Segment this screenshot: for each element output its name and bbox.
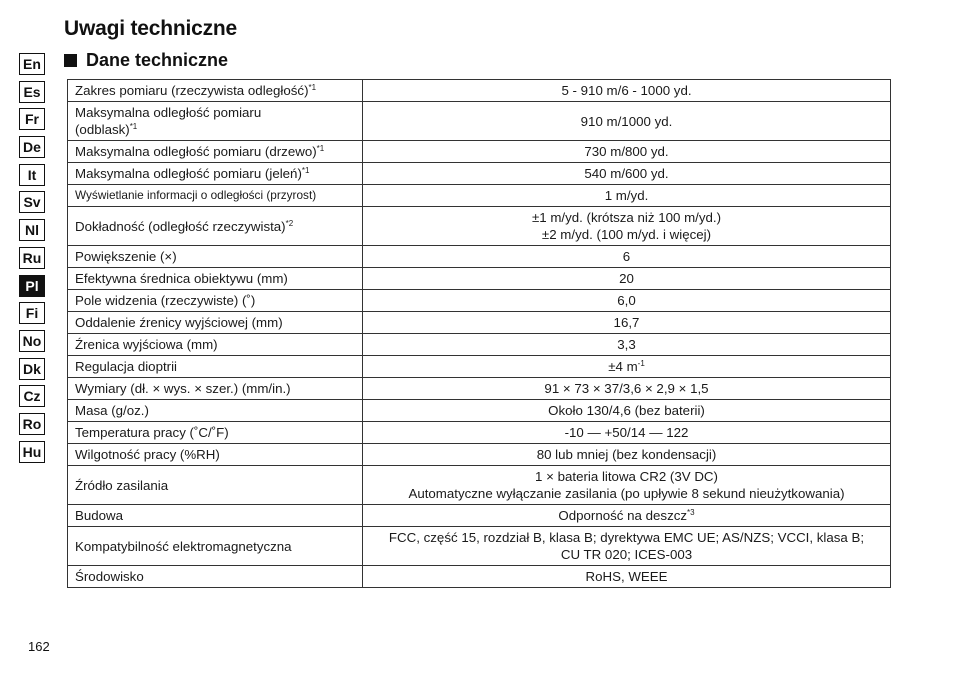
spec-value xyxy=(363,356,891,378)
language-tab-ru[interactable]: Ru xyxy=(19,247,45,269)
spec-label-line: Maksymalna odległość pomiaru (drzewo)$^{*1}$ xyxy=(75,144,325,159)
spec-value xyxy=(363,246,891,268)
spec-value-line: -10 — +50/14 — 122 xyxy=(564,425,689,440)
spec-label xyxy=(68,527,363,566)
spec-value-line: Odporność na deszcz$^{*3}$ xyxy=(558,508,695,523)
spec-row xyxy=(68,312,891,334)
spec-label xyxy=(68,400,363,422)
spec-label xyxy=(68,312,363,334)
spec-value xyxy=(363,527,891,566)
spec-value-line: 16,7 xyxy=(613,315,640,330)
spec-value-line: 1 × bateria litowa CR2 (3V DC) xyxy=(535,469,718,484)
spec-label xyxy=(68,334,363,356)
spec-row xyxy=(68,334,891,356)
spec-label xyxy=(68,566,363,588)
spec-value xyxy=(363,422,891,444)
spec-label-line: Wymiary (dł. × wys. × szer.) (mm/in.) xyxy=(75,381,291,396)
spec-value xyxy=(363,566,891,588)
spec-value-line: 910 m/1000 yd. xyxy=(580,113,673,129)
spec-value-line: 1 m/yd. xyxy=(604,188,649,203)
language-tab-sv[interactable]: Sv xyxy=(19,191,45,213)
spec-value xyxy=(363,505,891,527)
spec-value xyxy=(363,334,891,356)
spec-value xyxy=(363,80,891,102)
spec-value xyxy=(363,163,891,185)
spec-value-line: Automatyczne wyłączanie zasilania (po upływie 8 sekund nieużytkowania) xyxy=(408,486,845,501)
spec-label xyxy=(68,422,363,444)
spec-label-line: Regulacja dioptrii xyxy=(75,359,177,374)
spec-label xyxy=(68,466,363,505)
language-tab-pl[interactable]: Pl xyxy=(19,275,45,297)
spec-row xyxy=(68,207,891,246)
language-tab-fi[interactable]: Fi xyxy=(19,302,45,324)
page-number: 162 xyxy=(28,639,50,654)
spec-value-line: 80 lub mniej (bez kondensacji) xyxy=(536,447,717,462)
spec-row xyxy=(68,268,891,290)
footnote-marker: *1 xyxy=(301,166,310,175)
spec-label xyxy=(68,246,363,268)
spec-label-line: Zakres pomiaru (rzeczywista odległość)$^{*1}$ xyxy=(75,83,317,98)
footnote-marker: *3 xyxy=(687,508,695,517)
spec-value xyxy=(363,400,891,422)
section-heading xyxy=(64,50,228,71)
spec-value-line: ±2 m/yd. (100 m/yd. i więcej) xyxy=(541,227,712,242)
spec-value-line: 6 xyxy=(622,249,631,264)
spec-value xyxy=(363,185,891,207)
page-title: Uwagi techniczne xyxy=(64,17,238,40)
spec-label-line: Budowa xyxy=(75,508,124,523)
language-tab-cz[interactable]: Cz xyxy=(19,385,45,407)
spec-label-line: Powiększenie (×) xyxy=(75,249,177,264)
spec-value xyxy=(363,378,891,400)
spec-label-line: Maksymalna odległość pomiaru xyxy=(75,105,262,120)
language-tab-de[interactable]: De xyxy=(19,136,45,158)
spec-value-line: FCC, część 15, rozdział B, klasa B; dyrektywa EMC UE; AS/NZS; VCCI, klasa B; xyxy=(388,530,865,545)
spec-row xyxy=(68,290,891,312)
spec-row xyxy=(68,356,891,378)
spec-label-line: Masa (g/oz.) xyxy=(75,403,149,418)
spec-label xyxy=(68,163,363,185)
spec-value-line: 20 xyxy=(619,271,634,286)
spec-value-line: 540 m/600 yd. xyxy=(584,166,669,181)
spec-value-line: CU TR 020; ICES-003 xyxy=(560,547,693,562)
spec-value-line: ±4 $m^{-1}$ xyxy=(608,359,645,374)
footnote-marker: *1 xyxy=(308,83,317,92)
spec-label-line: Źrenica wyjściowa (mm) xyxy=(75,337,218,352)
spec-label xyxy=(68,268,363,290)
language-tab-en[interactable]: En xyxy=(19,53,45,75)
language-tab-dk[interactable]: Dk xyxy=(19,358,45,380)
language-tab-hu[interactable]: Hu xyxy=(19,441,45,463)
spec-row xyxy=(68,246,891,268)
spec-label xyxy=(68,378,363,400)
spec-value-line: 3,3 xyxy=(617,337,636,352)
footnote-marker: *2 xyxy=(285,218,294,228)
spec-label-line: Kompatybilność elektromagnetyczna xyxy=(75,538,292,554)
spec-value xyxy=(363,141,891,163)
spec-value xyxy=(363,102,891,141)
spec-value xyxy=(363,444,891,466)
spec-label xyxy=(68,141,363,163)
spec-label-line: (odblask)$^{*1}$ xyxy=(75,122,138,137)
spec-value-line: Około 130/4,6 (bez baterii) xyxy=(548,403,705,418)
language-tab-it[interactable]: It xyxy=(19,164,45,186)
spec-value-line: 5 - 910 m/6 - 1000 yd. xyxy=(561,83,692,98)
spec-label-line: Efektywna średnica obiektywu (mm) xyxy=(75,271,288,286)
spec-label xyxy=(68,102,363,141)
spec-row xyxy=(68,163,891,185)
spec-row xyxy=(68,527,891,566)
spec-value-line: RoHS, WEEE xyxy=(585,569,668,584)
language-tab-es[interactable]: Es xyxy=(19,81,45,103)
spec-label-line: Pole widzenia (rzeczywiste) (˚) xyxy=(75,293,256,308)
spec-row xyxy=(68,141,891,163)
spec-value xyxy=(363,290,891,312)
section-heading-text: Dane techniczne xyxy=(86,50,229,70)
spec-value-line: ±1 m/yd. (krótsza niż 100 m/yd.) xyxy=(531,210,722,225)
spec-row xyxy=(68,566,891,588)
spec-label xyxy=(68,80,363,102)
language-tab-nl[interactable]: Nl xyxy=(19,219,45,241)
spec-label xyxy=(68,444,363,466)
spec-value-line: 730 m/800 yd. xyxy=(584,144,669,159)
spec-value xyxy=(363,312,891,334)
spec-label-line: Źródło zasilania xyxy=(75,477,169,493)
spec-row xyxy=(68,422,891,444)
spec-value xyxy=(363,268,891,290)
spec-value xyxy=(363,207,891,246)
footnote-marker: -1 xyxy=(637,359,645,368)
spec-table xyxy=(67,79,891,588)
spec-label-line: Wilgotność pracy (%RH) xyxy=(75,447,220,462)
spec-label xyxy=(68,356,363,378)
spec-label xyxy=(68,505,363,527)
language-tab-no[interactable]: No xyxy=(19,330,45,352)
footnote-marker: *1 xyxy=(316,144,325,153)
spec-label xyxy=(68,185,363,207)
spec-label-line: Dokładność (odległość rzeczywista)$^{*2}$ xyxy=(75,218,294,234)
language-tabs xyxy=(19,53,45,468)
spec-row xyxy=(68,400,891,422)
footnote-marker: *1 xyxy=(129,122,138,131)
spec-row xyxy=(68,505,891,527)
language-tab-ro[interactable]: Ro xyxy=(19,413,45,435)
square-bullet-icon xyxy=(64,54,77,67)
spec-value-line: 91 × 73 × 37/3,6 × 2,9 × 1,5 xyxy=(544,381,709,396)
spec-row xyxy=(68,444,891,466)
spec-label-line: Temperatura pracy (˚C/˚F) xyxy=(75,425,229,440)
spec-row xyxy=(68,378,891,400)
spec-label-line: Środowisko xyxy=(75,569,144,584)
spec-label-line: Wyświetlanie informacji o odległości (przyrost) xyxy=(75,188,317,202)
spec-value-line: 6,0 xyxy=(617,293,636,308)
spec-row xyxy=(68,80,891,102)
language-tab-fr[interactable]: Fr xyxy=(19,108,45,130)
spec-row xyxy=(68,466,891,505)
spec-label-line: Maksymalna odległość pomiaru (jeleń)$^{*1}$ xyxy=(75,166,310,181)
spec-value xyxy=(363,466,891,505)
spec-row xyxy=(68,185,891,207)
spec-label xyxy=(68,207,363,246)
spec-label xyxy=(68,290,363,312)
spec-row xyxy=(68,102,891,141)
spec-label-line: Oddalenie źrenicy wyjściowej (mm) xyxy=(75,315,283,330)
